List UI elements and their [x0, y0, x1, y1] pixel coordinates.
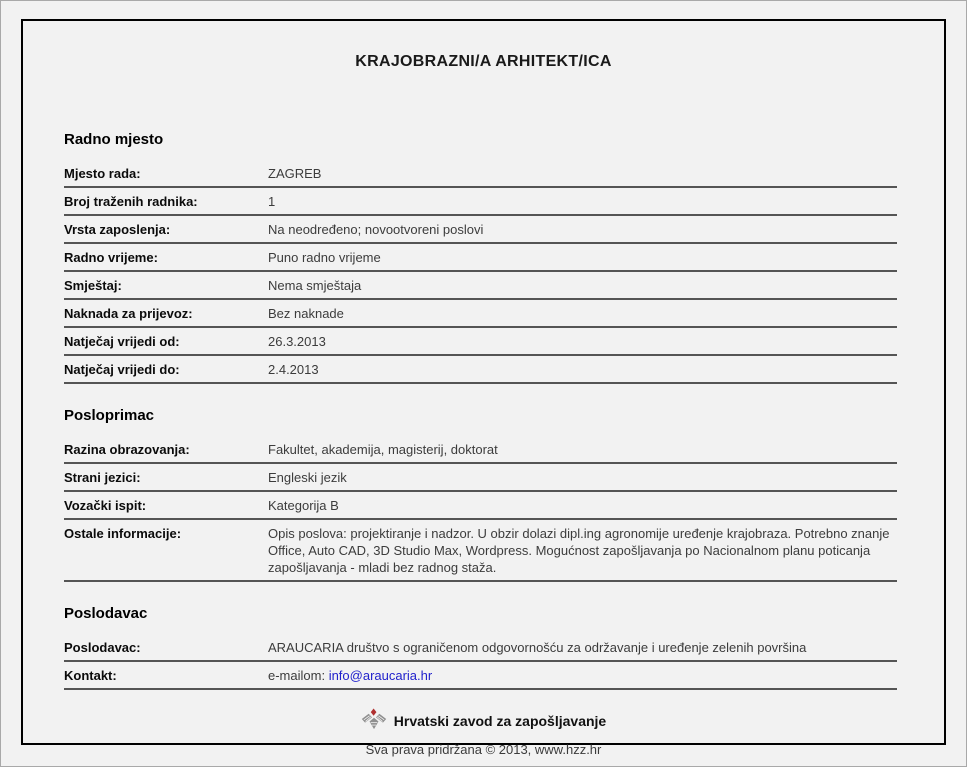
table-row — [64, 328, 897, 356]
table-row — [64, 464, 897, 492]
row-label: Mjesto rada: — [64, 166, 141, 181]
section-heading: Radno mjesto — [64, 131, 164, 148]
hzz-logo-icon — [361, 708, 387, 733]
row-value: Nema smještaja — [268, 278, 362, 293]
row-value: Engleski jezik — [268, 470, 347, 485]
table-row — [64, 520, 897, 582]
row-label: Natječaj vrijedi od: — [64, 334, 180, 349]
section-heading: Poslodavac — [64, 605, 148, 622]
section — [64, 407, 897, 582]
section-heading: Posloprimac — [64, 407, 155, 424]
row-label: Poslodavac: — [64, 640, 141, 655]
section — [64, 131, 897, 384]
table-row — [64, 356, 897, 384]
row-label: Vozački ispit: — [64, 498, 147, 513]
row-value: Kategorija B — [268, 498, 339, 513]
row-value: ZAGREB — [268, 166, 322, 181]
row-value: ARAUCARIA društvo s ograničenom odgovornošću za održavanje i uređenje zelenih površina — [268, 640, 807, 655]
row-value: Bez naknade — [268, 306, 344, 321]
row-label: Smještaj: — [64, 278, 122, 293]
row-value: 26.3.2013 — [268, 334, 326, 349]
row-label: Razina obrazovanja: — [64, 442, 190, 457]
row-value: 2.4.2013 — [268, 362, 319, 377]
email-link[interactable]: info@araucaria.hr — [328, 668, 433, 683]
table-row — [64, 272, 897, 300]
table-row — [64, 492, 897, 520]
table-row — [64, 244, 897, 272]
row-value: 1 — [268, 194, 276, 209]
footer-org-name: Hrvatski zavod za zapošljavanje — [393, 712, 607, 729]
row-value: Na neodređeno; novootvoreni poslovi — [268, 222, 484, 237]
row-label: Natječaj vrijedi do: — [64, 362, 180, 377]
row-label: Kontakt: — [64, 668, 117, 683]
row-value: Opis poslova: projektiranje i nadzor. U obzir dolazi dipl.ing agronomije uređenje krajobraza. Potrebno znanje Office, Auto CAD, 3D Studio Max, Wordpress. Mogućnost zapošljavanja po Nacionalnom planu poticanja zapošljavanja - mladi bez radnog staža. — [268, 526, 890, 575]
row-label: Broj traženih radnika: — [64, 194, 198, 209]
footer-org — [361, 708, 606, 733]
table-row — [64, 634, 897, 662]
document-border — [21, 19, 946, 757]
section — [64, 605, 897, 690]
table-row — [64, 662, 897, 690]
row-value: Fakultet, akademija, magisterij, doktorat — [268, 442, 498, 457]
sections — [23, 131, 944, 690]
row-label: Radno vrijeme: — [64, 250, 158, 265]
row-label: Strani jezici: — [64, 470, 141, 485]
page-title: KRAJOBRAZNI/A ARHITEKT/ICA — [355, 53, 612, 70]
footer-copyright: Sva prava pridržana © 2013, www.hzz.hr — [365, 742, 602, 757]
table-row — [64, 216, 897, 244]
row-label: Ostale informacije: — [64, 526, 182, 541]
table-row — [64, 160, 897, 188]
row-value: Puno radno vrijeme — [268, 250, 381, 265]
row-label: Naknada za prijevoz: — [64, 306, 193, 321]
row-label: Vrsta zaposlenja: — [64, 222, 171, 237]
table-row — [64, 300, 897, 328]
table-row — [64, 188, 897, 216]
row-value: e-mailom: info@araucaria.hr — [268, 668, 433, 683]
footer — [23, 708, 944, 757]
table-row — [64, 436, 897, 464]
